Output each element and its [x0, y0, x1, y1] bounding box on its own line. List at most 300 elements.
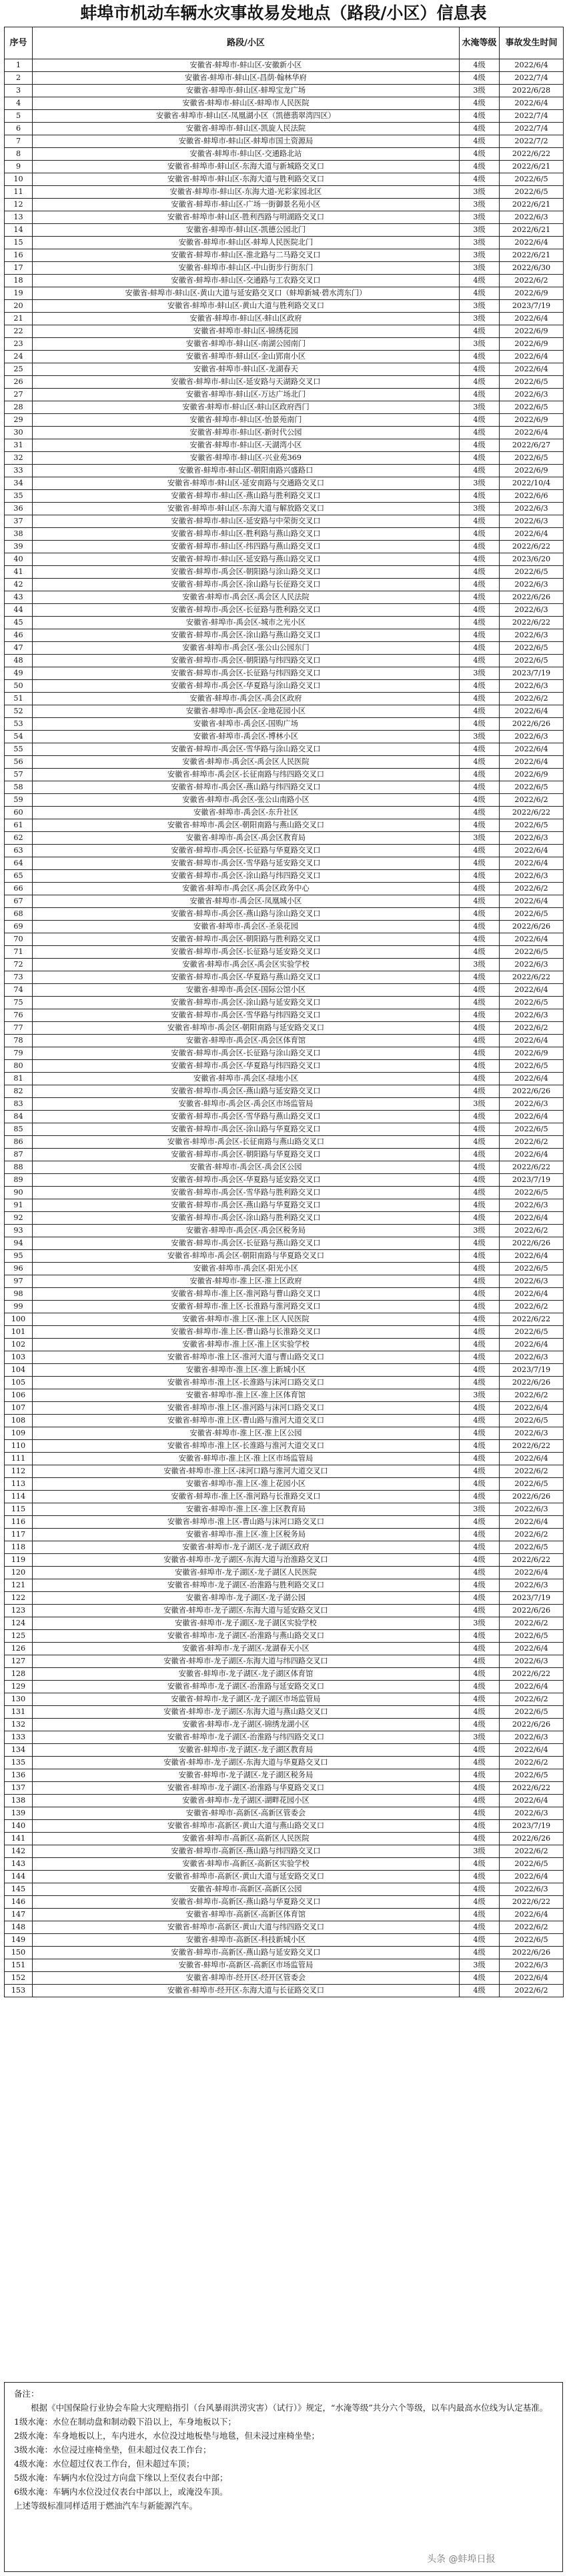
cell-no: 106 — [5, 1389, 33, 1402]
notes-footer: 上述等级标准同样适用于燃油汽车与新能源汽车。 — [14, 2501, 198, 2511]
cell-time: 2022/6/5 — [500, 1541, 564, 1554]
table-row — [5, 933, 564, 946]
table-row — [5, 148, 564, 161]
cell-no: 98 — [5, 1288, 33, 1301]
cell-road: 安徽省-蚌埠市-蚌山区-昌荫·翰林华府 — [33, 72, 460, 85]
cell-road: 安徽省-蚌埠市-禹会区-禹会区税务局 — [33, 1225, 460, 1237]
cell-time: 2022/6/5 — [500, 946, 564, 959]
cell-time: 2023/7/19 — [500, 667, 564, 680]
cell-time: 2022/6/22 — [500, 1554, 564, 1567]
cell-level: 4级 — [460, 1921, 500, 1934]
table-row — [5, 1858, 564, 1871]
cell-level: 4级 — [460, 1858, 500, 1871]
table-row — [5, 1769, 564, 1782]
cell-road: 安徽省-蚌埠市-淮上区-淮上区人民医院 — [33, 1313, 460, 1326]
cell-no: 85 — [5, 1123, 33, 1136]
cell-no: 49 — [5, 667, 33, 680]
cell-road: 安徽省-蚌埠市-龙子湖区-龙子湖区教育局 — [33, 1744, 460, 1757]
cell-level: 4级 — [460, 59, 500, 72]
table-row — [5, 1643, 564, 1655]
cell-road: 安徽省-蚌埠市-蚌山区-蚌埠市人民医院 — [33, 97, 460, 110]
cell-road: 安徽省-蚌埠市-蚌山区-纬四路与燕山路交叉口 — [33, 541, 460, 553]
cell-no: 20 — [5, 300, 33, 313]
cell-no: 48 — [5, 655, 33, 667]
table-row — [5, 1719, 564, 1731]
cell-level: 4级 — [460, 1795, 500, 1807]
cell-time: 2022/6/4 — [500, 895, 564, 908]
cell-road: 安徽省-蚌埠市-禹会区-朝阳路与涂山路交叉口 — [33, 566, 460, 579]
cell-time: 2022/6/3 — [500, 731, 564, 743]
table-row — [5, 1921, 564, 1934]
table-row — [5, 1972, 564, 1985]
cell-level: 4级 — [460, 655, 500, 667]
cell-no: 65 — [5, 870, 33, 883]
cell-time: 2022/6/22 — [500, 148, 564, 161]
cell-no: 78 — [5, 1035, 33, 1047]
cell-road: 安徽省-蚌埠市-禹会区-华夏路与涂山路交叉口 — [33, 680, 460, 693]
table-row — [5, 363, 564, 376]
cell-road: 安徽省-蚌埠市-禹会区-长征路与涂山路交叉口 — [33, 1047, 460, 1060]
cell-level: 4级 — [460, 1592, 500, 1605]
cell-level: 4级 — [460, 1871, 500, 1883]
cell-no: 1 — [5, 59, 33, 72]
cell-time: 2022/6/26 — [500, 1719, 564, 1731]
cell-time: 2022/10/4 — [500, 477, 564, 490]
table-row — [5, 1541, 564, 1554]
cell-level: 4级 — [460, 1643, 500, 1655]
cell-no: 112 — [5, 1465, 33, 1478]
cell-time: 2022/6/5 — [500, 781, 564, 794]
cell-no: 95 — [5, 1250, 33, 1263]
table-row — [5, 591, 564, 604]
cell-time: 2022/6/5 — [500, 1415, 564, 1427]
cell-no: 133 — [5, 1731, 33, 1744]
table-row — [5, 173, 564, 186]
table-row — [5, 1985, 564, 1997]
notes-item-3: 3级水淹：水位浸过座椅坐垫，但未超过仪表工作台； — [14, 2445, 211, 2455]
cell-time: 2022/6/26 — [500, 1377, 564, 1389]
cell-no: 108 — [5, 1415, 33, 1427]
cell-time: 2023/7/19 — [500, 1820, 564, 1833]
cell-level: 4级 — [460, 1111, 500, 1123]
cell-road: 安徽省-蚌埠市-蚌山区-金山郢南小区 — [33, 351, 460, 363]
cell-no: 74 — [5, 984, 33, 997]
cell-no: 41 — [5, 566, 33, 579]
cell-time: 2022/6/4 — [500, 1516, 564, 1529]
cell-time: 2022/6/27 — [500, 439, 564, 452]
cell-time: 2022/6/26 — [500, 591, 564, 604]
cell-level: 4级 — [460, 705, 500, 718]
cell-no: 99 — [5, 1301, 33, 1313]
cell-level: 4级 — [460, 1947, 500, 1959]
cell-road: 安徽省-蚌埠市-淮上区-淮上花园小区 — [33, 1478, 460, 1491]
table-row — [5, 1491, 564, 1503]
cell-time: 2022/6/22 — [500, 971, 564, 984]
cell-no: 42 — [5, 579, 33, 591]
cell-time: 2022/6/3 — [500, 1883, 564, 1896]
cell-road: 安徽省-蚌埠市-禹会区-禹会区教育局 — [33, 832, 460, 845]
table-row — [5, 1795, 564, 1807]
notes-item-5: 5级水淹：车辆内水位没过方向盘下缘以上至仪表台中部； — [14, 2473, 228, 2483]
table-row — [5, 1098, 564, 1111]
cell-time: 2022/6/2 — [500, 1757, 564, 1769]
cell-road: 安徽省-蚌埠市-蚌山区-蚌山区政府西门 — [33, 401, 460, 414]
cell-level: 4级 — [460, 1339, 500, 1351]
table-row — [5, 1453, 564, 1465]
table-row — [5, 1326, 564, 1339]
cell-no: 17 — [5, 262, 33, 275]
cell-no: 93 — [5, 1225, 33, 1237]
cell-level: 4级 — [460, 1301, 500, 1313]
cell-road: 安徽省-蚌埠市-龙子湖区-东海大道与治淮路交叉口 — [33, 1554, 460, 1567]
cell-no: 127 — [5, 1655, 33, 1668]
cell-time: 2022/6/3 — [500, 680, 564, 693]
cell-time: 2022/6/3 — [500, 604, 564, 617]
cell-road: 安徽省-蚌埠市-蚌山区-安徽新小区 — [33, 59, 460, 72]
cell-time: 2022/6/5 — [500, 401, 564, 414]
cell-no: 131 — [5, 1706, 33, 1719]
watermark-text: 头条 @蚌埠日报 — [427, 2554, 496, 2565]
cell-road: 安徽省-蚌埠市-龙子湖区-龙子湖公园 — [33, 1592, 460, 1605]
cell-no: 80 — [5, 1060, 33, 1073]
cell-level: 4级 — [460, 72, 500, 85]
cell-no: 25 — [5, 363, 33, 376]
cell-no: 51 — [5, 693, 33, 705]
flood-accident-table — [4, 27, 564, 1997]
cell-no: 147 — [5, 1909, 33, 1921]
cell-road: 安徽省-蚌埠市-禹会区-张公山公园东门 — [33, 642, 460, 655]
cell-no: 23 — [5, 338, 33, 351]
cell-time: 2022/6/4 — [500, 933, 564, 946]
cell-no: 149 — [5, 1934, 33, 1947]
cell-time: 2022/6/2 — [500, 1693, 564, 1706]
cell-level: 3级 — [460, 300, 500, 313]
table-row — [5, 1655, 564, 1668]
cell-no: 119 — [5, 1554, 33, 1567]
cell-road: 安徽省-蚌埠市-蚌山区-凯旋人民法院 — [33, 123, 460, 135]
cell-road: 安徽省-蚌埠市-经开区-经开区管委会 — [33, 1972, 460, 1985]
table-row — [5, 743, 564, 756]
table-row — [5, 857, 564, 870]
table-row — [5, 1934, 564, 1947]
cell-time: 2022/6/21 — [500, 161, 564, 173]
cell-road: 安徽省-蚌埠市-禹会区-禹会区人民医院 — [33, 756, 460, 769]
table-row — [5, 275, 564, 287]
cell-road: 安徽省-蚌埠市-禹会区-禹会区政务中心 — [33, 883, 460, 895]
cell-time: 2022/6/5 — [500, 566, 564, 579]
table-row — [5, 566, 564, 579]
cell-level: 4级 — [460, 718, 500, 731]
cell-time: 2022/6/26 — [500, 1833, 564, 1845]
table-row — [5, 1567, 564, 1579]
document-title: 蚌埠市机动车辆水灾事故易发地点（路段/小区）信息表 — [80, 3, 487, 23]
table-row — [5, 1833, 564, 1845]
cell-time: 2022/6/4 — [500, 1073, 564, 1085]
table-row — [5, 1706, 564, 1719]
cell-road: 安徽省-蚌埠市-禹会区-燕山路与延安路交叉口 — [33, 1085, 460, 1098]
cell-time: 2022/6/2 — [500, 1022, 564, 1035]
cell-level: 4级 — [460, 528, 500, 541]
cell-level: 4级 — [460, 1136, 500, 1149]
cell-time: 2022/6/3 — [500, 515, 564, 528]
cell-no: 82 — [5, 1085, 33, 1098]
cell-time: 2022/6/4 — [500, 1339, 564, 1351]
cell-level: 4级 — [460, 1073, 500, 1085]
cell-no: 69 — [5, 921, 33, 933]
cell-level: 4级 — [460, 1820, 500, 1833]
cell-road: 安徽省-蚌埠市-高新区-黄山大道与燕山路交叉口 — [33, 1820, 460, 1833]
table-row — [5, 452, 564, 465]
table-row — [5, 1136, 564, 1149]
cell-no: 86 — [5, 1136, 33, 1149]
cell-no: 61 — [5, 819, 33, 832]
cell-road: 安徽省-蚌埠市-龙子湖区-龙子湖区税务局 — [33, 1769, 460, 1782]
cell-level: 4级 — [460, 1579, 500, 1592]
cell-time: 2022/6/9 — [500, 769, 564, 781]
cell-level: 4级 — [460, 1035, 500, 1047]
cell-road: 安徽省-蚌埠市-蚌山区-延安路与中荣街交叉口 — [33, 515, 460, 528]
cell-road: 安徽省-蚌埠市-高新区-黄山大道与纬四路交叉口 — [33, 1921, 460, 1934]
cell-level: 3级 — [460, 224, 500, 237]
table-body — [5, 59, 564, 1997]
table-row — [5, 211, 564, 224]
cell-level: 4级 — [460, 275, 500, 287]
cell-level: 4级 — [460, 1567, 500, 1579]
cell-level: 4级 — [460, 693, 500, 705]
table-row — [5, 1060, 564, 1073]
cell-no: 6 — [5, 123, 33, 135]
table-row — [5, 1731, 564, 1744]
cell-no: 37 — [5, 515, 33, 528]
cell-no: 26 — [5, 376, 33, 389]
table-row — [5, 1377, 564, 1389]
cell-level: 4级 — [460, 1719, 500, 1731]
cell-level: 4级 — [460, 1769, 500, 1782]
cell-road: 安徽省-蚌埠市-蚌山区-东海大道与新城路交叉口 — [33, 161, 460, 173]
cell-level: 4级 — [460, 1288, 500, 1301]
cell-level: 4级 — [460, 870, 500, 883]
cell-no: 124 — [5, 1617, 33, 1630]
table-row — [5, 1085, 564, 1098]
table-row — [5, 1174, 564, 1187]
cell-time: 2022/6/2 — [500, 1389, 564, 1402]
cell-no: 129 — [5, 1681, 33, 1693]
table-row — [5, 807, 564, 819]
cell-time: 2022/6/4 — [500, 59, 564, 72]
cell-road: 安徽省-蚌埠市-蚌山区-淮北路与二马路交叉口 — [33, 249, 460, 262]
cell-level: 4级 — [460, 604, 500, 617]
cell-no: 146 — [5, 1896, 33, 1909]
cell-level: 4级 — [460, 1934, 500, 1947]
cell-level: 4级 — [460, 123, 500, 135]
cell-road: 安徽省-蚌埠市-蚌山区-黄山大道与延安路交叉口（蚌埠新城·碧水湾东门） — [33, 287, 460, 300]
table-row — [5, 1757, 564, 1769]
cell-road: 安徽省-蚌埠市-淮上区-淮河大道与曹山路交叉口 — [33, 1351, 460, 1364]
table-row — [5, 414, 564, 427]
cell-road: 安徽省-蚌埠市-蚌山区-蚌埠人民医院北门 — [33, 237, 460, 249]
cell-time: 2022/6/3 — [500, 1351, 564, 1364]
cell-time: 2022/6/5 — [500, 1263, 564, 1275]
cell-time: 2022/6/3 — [500, 1427, 564, 1440]
cell-no: 39 — [5, 541, 33, 553]
cell-time: 2022/6/4 — [500, 1972, 564, 1985]
cell-time: 2022/6/2 — [500, 1465, 564, 1478]
cell-no: 121 — [5, 1579, 33, 1592]
cell-time: 2023/7/19 — [500, 1592, 564, 1605]
table-row — [5, 528, 564, 541]
cell-no: 117 — [5, 1529, 33, 1541]
cell-level: 4级 — [460, 148, 500, 161]
cell-level: 4级 — [460, 680, 500, 693]
cell-road: 安徽省-蚌埠市-禹会区-禹会区实验学校 — [33, 959, 460, 971]
cell-time: 2022/6/2 — [500, 693, 564, 705]
cell-road: 安徽省-蚌埠市-禹会区-朝阳南路与延安路交叉口 — [33, 1022, 460, 1035]
cell-road: 安徽省-蚌埠市-龙子湖区-治淮路与胜利路交叉口 — [33, 1579, 460, 1592]
cell-level: 4级 — [460, 1491, 500, 1503]
cell-time: 2022/6/9 — [500, 1047, 564, 1060]
cell-road: 安徽省-蚌埠市-禹会区-禹会区政府 — [33, 693, 460, 705]
cell-road: 安徽省-蚌埠市-禹会区-圣泉花园 — [33, 921, 460, 933]
cell-level: 4级 — [460, 363, 500, 376]
cell-time: 2022/6/4 — [500, 1402, 564, 1415]
cell-time: 2022/6/22 — [500, 541, 564, 553]
cell-no: 143 — [5, 1858, 33, 1871]
cell-time: 2022/6/2 — [500, 1617, 564, 1630]
cell-road: 安徽省-蚌埠市-禹会区-长征路与胜利路交叉口 — [33, 604, 460, 617]
table-row — [5, 921, 564, 933]
cell-road: 安徽省-蚌埠市-淮上区-淮上区实验学校 — [33, 1339, 460, 1351]
table-row — [5, 680, 564, 693]
cell-level: 4级 — [460, 1009, 500, 1022]
cell-level: 4级 — [460, 1250, 500, 1263]
cell-no: 15 — [5, 237, 33, 249]
cell-road: 安徽省-蚌埠市-蚌山区-龙湖春天 — [33, 363, 460, 376]
cell-level: 4级 — [460, 883, 500, 895]
cell-level: 4级 — [460, 1022, 500, 1035]
cell-no: 50 — [5, 680, 33, 693]
cell-road: 安徽省-蚌埠市-禹会区-长征路与延安路交叉口 — [33, 946, 460, 959]
cell-road: 安徽省-蚌埠市-龙子湖区-东海大道与华夏路交叉口 — [33, 1757, 460, 1769]
cell-road: 安徽省-蚌埠市-高新区-高新区人民医院 — [33, 1833, 460, 1845]
cell-no: 73 — [5, 971, 33, 984]
cell-no: 71 — [5, 946, 33, 959]
cell-level: 4级 — [460, 1883, 500, 1896]
cell-level: 4级 — [460, 1985, 500, 1997]
cell-time: 2022/6/5 — [500, 1478, 564, 1491]
cell-time: 2022/6/5 — [500, 1858, 564, 1871]
table-row — [5, 1263, 564, 1275]
cell-road: 安徽省-蚌埠市-禹会区-禹会区体育馆 — [33, 1035, 460, 1047]
cell-road: 安徽省-蚌埠市-龙子湖区-龙子湖区市场监管局 — [33, 1693, 460, 1706]
cell-road: 安徽省-蚌埠市-禹会区-国际公馆小区 — [33, 984, 460, 997]
cell-road: 安徽省-蚌埠市-龙子湖区-治淮路与延安路交叉口 — [33, 1681, 460, 1693]
cell-time: 2022/6/4 — [500, 984, 564, 997]
cell-time: 2022/6/9 — [500, 465, 564, 477]
cell-road: 安徽省-蚌埠市-淮上区-淮上区教育局 — [33, 1503, 460, 1516]
cell-level: 3级 — [460, 186, 500, 199]
cell-no: 114 — [5, 1491, 33, 1503]
cell-time: 2022/6/3 — [500, 1009, 564, 1022]
table-row — [5, 1883, 564, 1896]
table-row — [5, 1820, 564, 1833]
cell-road: 安徽省-蚌埠市-禹会区-禹会区市场监管局 — [33, 1098, 460, 1111]
cell-time: 2022/6/4 — [500, 363, 564, 376]
cell-level: 4级 — [460, 908, 500, 921]
cell-road: 安徽省-蚌埠市-淮上区-淮上区税务局 — [33, 1529, 460, 1541]
cell-no: 84 — [5, 1111, 33, 1123]
cell-road: 安徽省-蚌埠市-淮上区-淮上区市场监管局 — [33, 1453, 460, 1465]
cell-no: 32 — [5, 452, 33, 465]
cell-level: 4级 — [460, 1541, 500, 1554]
cell-road: 安徽省-蚌埠市-龙子湖区-治淮路与纬四路交叉口 — [33, 1731, 460, 1744]
cell-time: 2022/6/26 — [500, 1947, 564, 1959]
cell-level: 4级 — [460, 351, 500, 363]
table-row — [5, 325, 564, 338]
cell-no: 150 — [5, 1947, 33, 1959]
cell-no: 91 — [5, 1199, 33, 1212]
cell-road: 安徽省-蚌埠市-蚌山区-天湖湾小区 — [33, 439, 460, 452]
table-row — [5, 541, 564, 553]
cell-level: 3级 — [460, 667, 500, 680]
table-row — [5, 110, 564, 123]
table-row — [5, 1212, 564, 1225]
cell-road: 安徽省-蚌埠市-禹会区-凤凰城小区 — [33, 895, 460, 908]
cell-road: 安徽省-蚌埠市-淮上区-沫河口路与淮河大道交叉口 — [33, 1465, 460, 1478]
cell-road: 安徽省-蚌埠市-蚌山区-东海大道与胜利路交叉口 — [33, 173, 460, 186]
cell-time: 2022/6/2 — [500, 1985, 564, 1997]
cell-level: 4级 — [460, 1693, 500, 1706]
cell-level: 4级 — [460, 427, 500, 439]
cell-road: 安徽省-蚌埠市-龙子湖区-龙子湖区政府 — [33, 1541, 460, 1554]
cell-time: 2022/6/4 — [500, 1681, 564, 1693]
table-row — [5, 1402, 564, 1415]
table-row — [5, 1693, 564, 1706]
cell-time: 2022/6/6 — [500, 490, 564, 503]
cell-road: 安徽省-蚌埠市-禹会区-禹会区人民法院 — [33, 591, 460, 604]
table-row — [5, 1845, 564, 1858]
cell-no: 94 — [5, 1237, 33, 1250]
cell-time: 2022/6/4 — [500, 1149, 564, 1161]
cell-level: 4级 — [460, 1149, 500, 1161]
cell-no: 145 — [5, 1883, 33, 1896]
cell-time: 2022/6/5 — [500, 997, 564, 1009]
cell-level: 4级 — [460, 1782, 500, 1795]
table-row — [5, 1123, 564, 1136]
cell-road: 安徽省-蚌埠市-高新区-高新区管委会 — [33, 1807, 460, 1820]
cell-level: 4级 — [460, 921, 500, 933]
cell-no: 36 — [5, 503, 33, 515]
cell-no: 21 — [5, 313, 33, 325]
cell-level: 4级 — [460, 1123, 500, 1136]
cell-time: 2022/6/3 — [500, 1731, 564, 1744]
cell-level: 4级 — [460, 1275, 500, 1288]
table-row — [5, 72, 564, 85]
cell-no: 132 — [5, 1719, 33, 1731]
cell-time: 2022/6/4 — [500, 1567, 564, 1579]
table-row — [5, 1339, 564, 1351]
cell-no: 110 — [5, 1440, 33, 1453]
cell-no: 38 — [5, 528, 33, 541]
table-row — [5, 731, 564, 743]
cell-time: 2022/6/22 — [500, 1440, 564, 1453]
table-row — [5, 1275, 564, 1288]
cell-time: 2022/6/5 — [500, 1123, 564, 1136]
cell-level: 4级 — [460, 1465, 500, 1478]
cell-level: 4级 — [460, 135, 500, 148]
cell-level: 3级 — [460, 338, 500, 351]
table-row — [5, 199, 564, 211]
cell-time: 2022/6/5 — [500, 1706, 564, 1719]
